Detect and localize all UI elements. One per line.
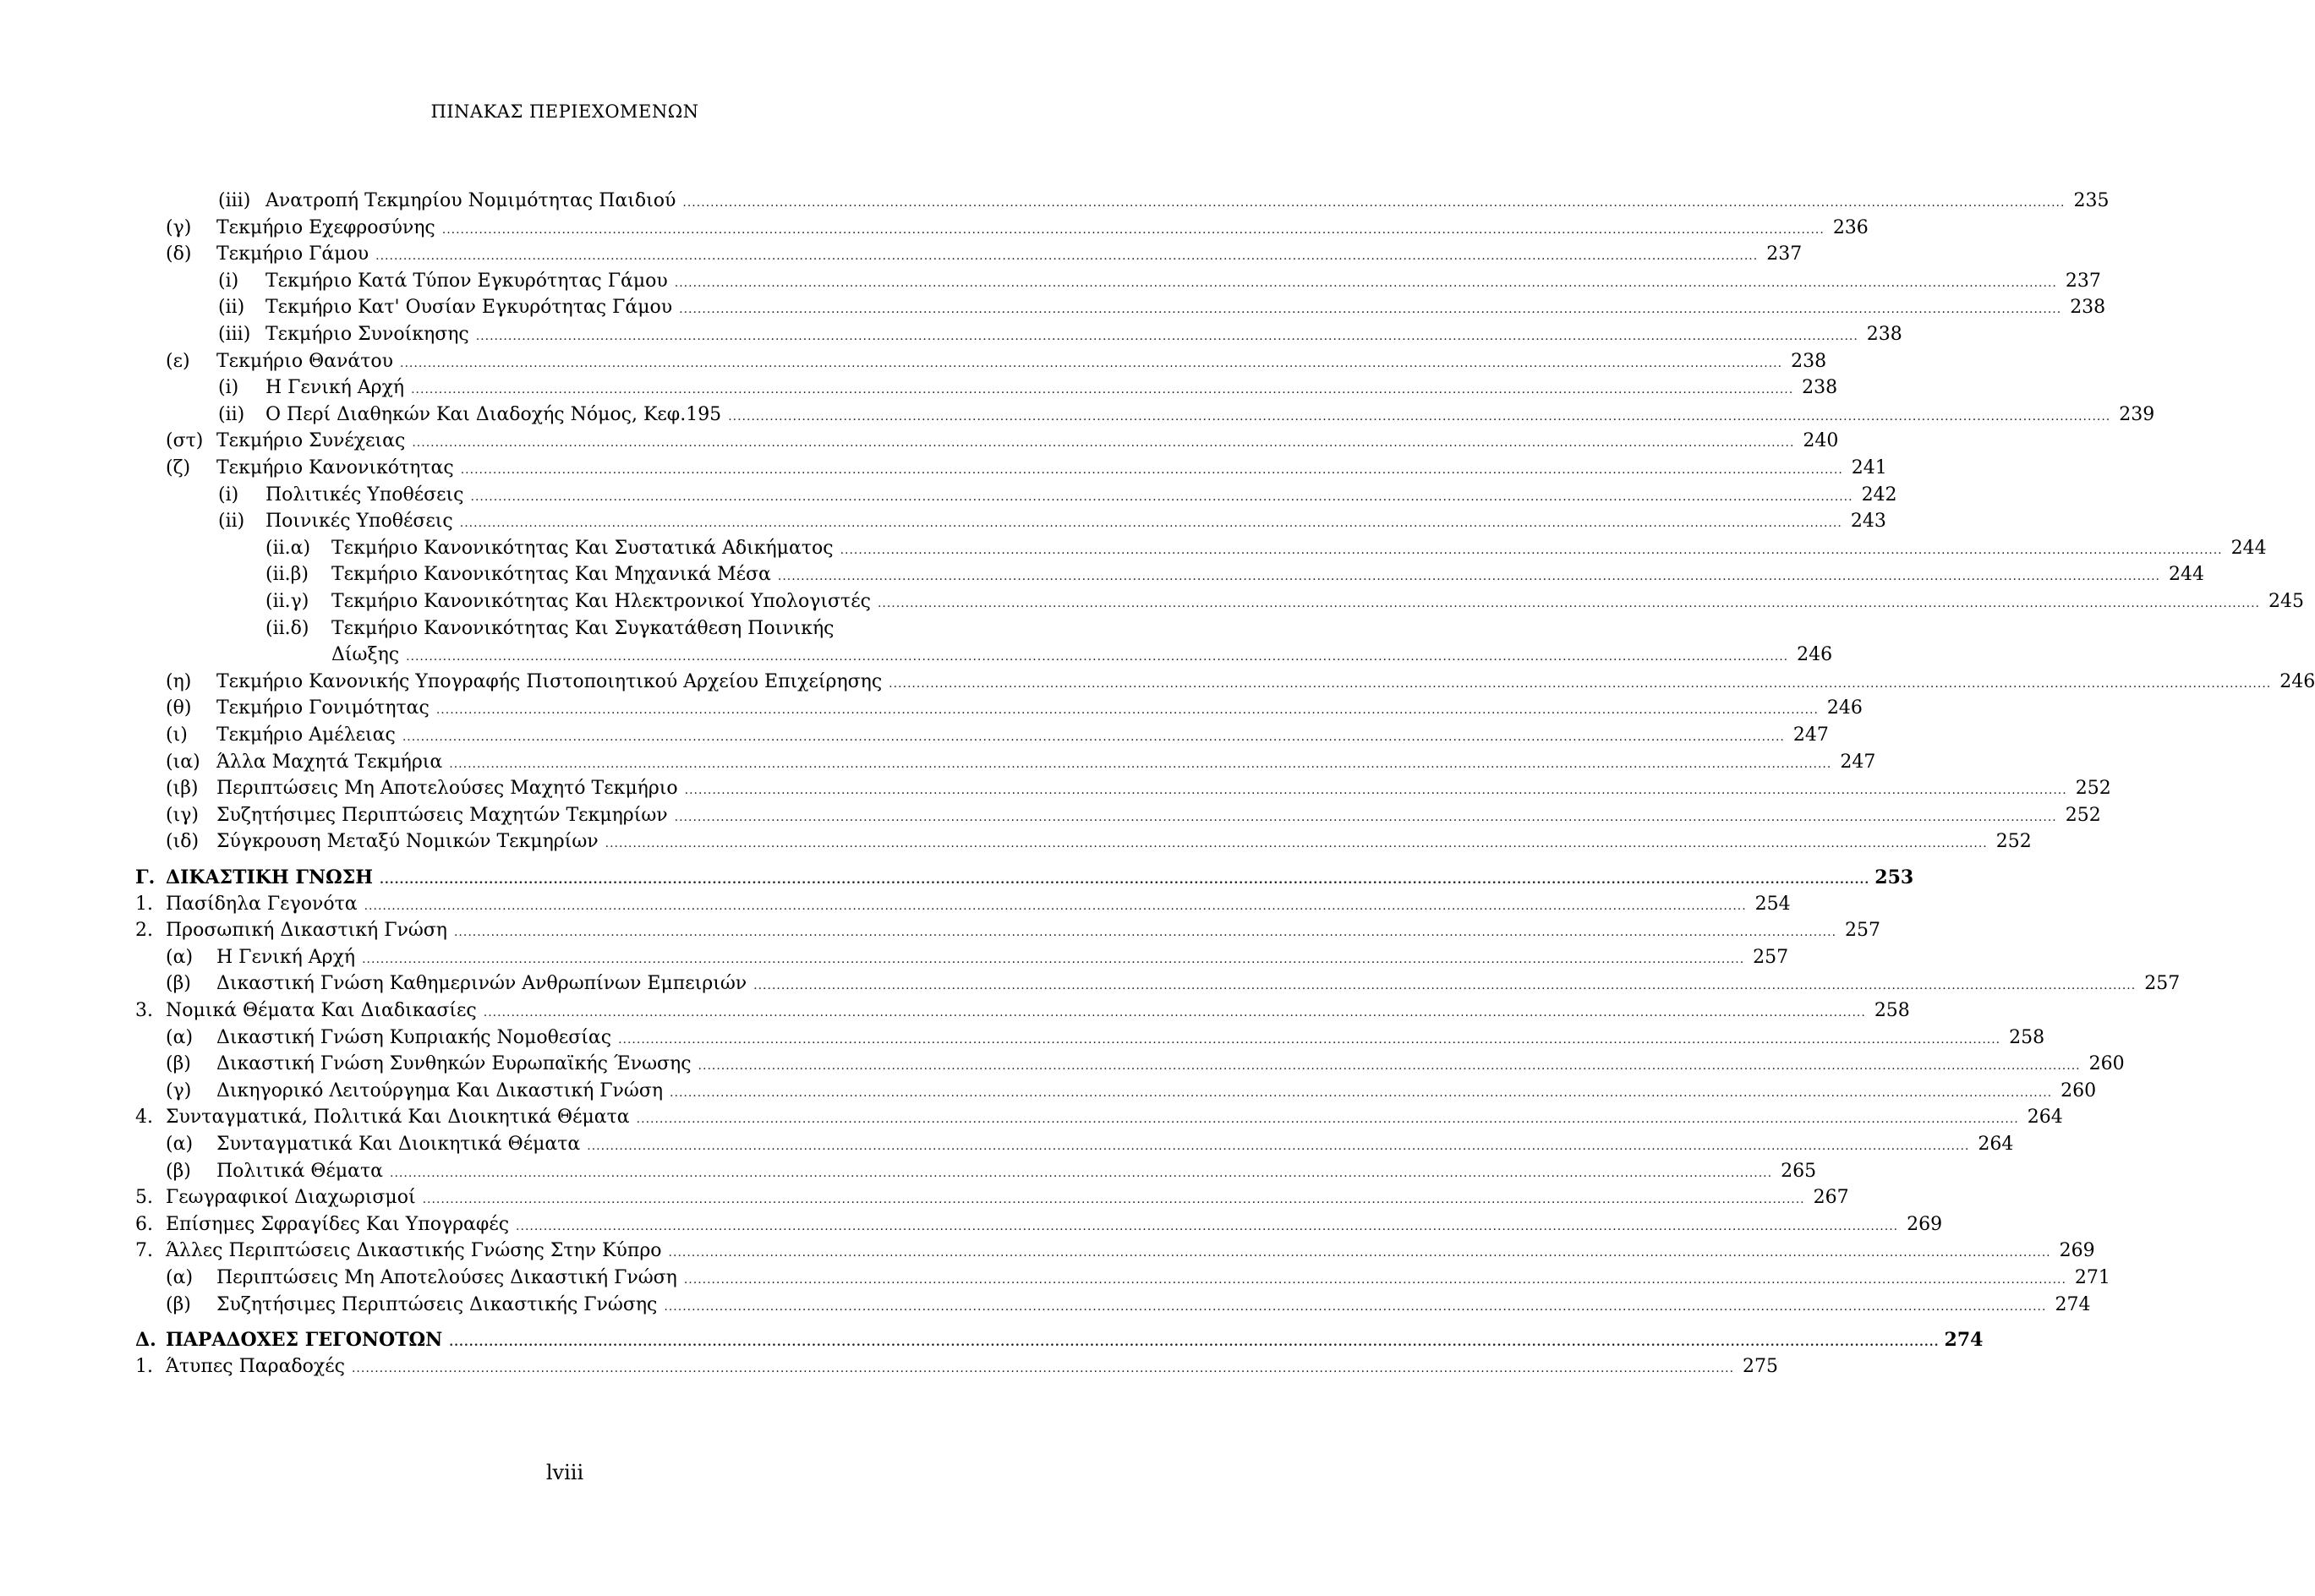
toc-label: (ιδ): [166, 831, 200, 853]
toc-title: Τεκμήριο Κανονικότητας Και Μηχανικά Μέσα: [331, 564, 771, 586]
toc-label: (ι): [166, 724, 188, 746]
toc-title: Επίσημες Σφραγίδες Και Υπογραφές: [166, 1213, 510, 1235]
toc-row: [0, 588, 2305, 615]
toc-row: [0, 268, 2101, 295]
toc-label: (ii): [218, 511, 245, 533]
toc-label: (ii.δ): [265, 617, 309, 639]
toc-title: Η Γενική Αρχή: [216, 946, 356, 968]
toc-row: [0, 775, 2111, 802]
toc-title: Συνταγματικά, Πολιτικά Και Διοικητικά Θέματα: [166, 1107, 630, 1129]
toc-row: [0, 1158, 1817, 1185]
toc-section-row: [0, 1326, 1984, 1353]
toc-leader-dots: ............................................................................................................................................................................................................................................................................................................: [664, 1299, 2047, 1314]
toc-page-number: 257: [1845, 920, 1881, 942]
toc-label: (iii): [218, 190, 251, 211]
toc-page-number: 264: [1978, 1134, 2014, 1155]
toc-title: Τεκμήριο Συνοίκησης: [265, 324, 469, 345]
toc-title: Άλλα Μαχητά Τεκμήρια: [216, 751, 443, 773]
toc-row: [0, 402, 2155, 429]
toc-page-number: 274: [1944, 1329, 1984, 1352]
toc-page-number: 235: [2073, 190, 2110, 211]
toc-row: [0, 970, 2181, 998]
toc-leader-dots: ............................................................................................................................................................................................................................................................................................................: [406, 650, 1789, 664]
page-header: ΠΙΝΑΚΑΣ ΠΕΡΙΕΧΟΜΕΝΩΝ: [430, 101, 699, 122]
toc-page-number: 247: [1792, 724, 1829, 746]
toc-row: [0, 722, 1829, 749]
toc-label: (ιβ): [166, 778, 199, 800]
page-number: lviii: [545, 1461, 584, 1484]
toc-leader-dots: ............................................................................................................................................................................................................................................................................................................: [351, 1361, 1735, 1375]
toc-row: [0, 348, 1827, 375]
toc-title: Σύγκρουση Μεταξύ Νομικών Τεκμηρίων: [216, 831, 599, 853]
toc-title: Τεκμήριο Κατά Τύπον Εγκυρότητας Γάμου: [265, 270, 668, 292]
toc-leader-dots: ............................................................................................................................................................................................................................................................................................................: [840, 543, 2223, 557]
toc-page-number: 252: [2065, 804, 2101, 826]
toc-leader-dots: ............................................................................................................................................................................................................................................................................................................: [674, 276, 2057, 290]
toc-row: [0, 917, 1881, 944]
toc-page-number: 238: [1791, 350, 1827, 372]
toc-leader-dots: ............................................................................................................................................................................................................................................................................................................: [753, 979, 2137, 993]
toc-page-number: 246: [2279, 670, 2315, 692]
toc-page-number: 242: [1861, 484, 1897, 506]
toc-label: (α): [166, 1267, 194, 1288]
toc-page-number: 237: [2065, 270, 2101, 292]
toc-row: [0, 749, 1876, 776]
toc-row: [0, 1211, 1943, 1238]
toc-page-number: 236: [1832, 216, 1869, 238]
toc-label: (ii): [218, 297, 245, 319]
toc-row: [0, 1051, 2125, 1078]
toc-leader-dots: ............................................................................................................................................................................................................................................................................................................: [362, 952, 1745, 966]
toc-label: 3.: [135, 1000, 153, 1021]
toc-leader-dots: ............................................................................................................................................................................................................................................................................................................: [670, 1085, 2053, 1100]
toc-label: (iii): [218, 324, 251, 345]
toc-title: Συζητήσιμες Περιπτώσεις Δικαστικής Γνώσης: [216, 1293, 658, 1315]
toc-page-number: 240: [1803, 430, 1839, 452]
toc-page-number: 275: [1743, 1355, 1779, 1377]
toc-leader-dots: ............................................................................................................................................................................................................................................................................................................: [422, 1193, 1805, 1207]
toc-title: Τεκμήριο Συνέχειας: [216, 430, 406, 452]
toc-page-number: 260: [2061, 1079, 2097, 1101]
toc-leader-dots: ............................................................................................................................................................................................................................................................................................................: [777, 570, 2160, 584]
toc-title: Δίωξης: [331, 644, 400, 666]
toc-title: Προσωπική Δικαστική Γνώση: [166, 920, 447, 942]
toc-label: (β): [166, 973, 191, 995]
toc-leader-dots: ............................................................................................................................................................................................................................................................................................................: [516, 1219, 1899, 1233]
toc-leader-dots: ............................................................................................................................................................................................................................................................................................................: [400, 356, 1783, 370]
toc-title: Δικαστική Γνώση Καθημερινών Ανθρωπίνων Εμπειριών: [216, 973, 747, 995]
toc-row: [0, 669, 2315, 696]
toc-row: [0, 374, 1838, 402]
toc-page-number: 265: [1781, 1160, 1817, 1182]
toc-leader-dots: ............................................................................................................................................................................................................................................................................................................: [605, 837, 1988, 851]
toc-page-number: 238: [1802, 377, 1838, 399]
toc-title: Δικηγορικό Λειτούργημα Και Δικαστική Γνώση: [216, 1079, 664, 1101]
toc-label: 7.: [135, 1240, 153, 1262]
toc-title: Περιπτώσεις Μη Αποτελούσες Δικαστική Γνώση: [216, 1267, 677, 1288]
toc-title: Τεκμήριο Κανονικότητας Και Ηλεκτρονικοί Υπολογιστές: [331, 591, 871, 612]
toc-page-number: 274: [2055, 1293, 2091, 1315]
toc-row: [0, 891, 1791, 918]
toc-label: (ια): [166, 751, 200, 773]
toc-title: Νομικά Θέματα Και Διαδικασίες: [166, 1000, 477, 1021]
toc-row: [0, 828, 2032, 855]
toc-title: Ανατροπή Τεκμηρίου Νομιμότητας Παιδιού: [265, 190, 676, 211]
toc-page-number: 245: [2268, 591, 2305, 612]
toc-leader-dots: ............................................................................................................................................................................................................................................................................................................: [380, 873, 1870, 887]
toc-title: Συνταγματικά Και Διοικητικά Θέματα: [216, 1134, 581, 1155]
toc-label: (ii.β): [265, 564, 309, 586]
toc-leader-dots: ............................................................................................................................................................................................................................................................................................................: [668, 1246, 2051, 1260]
toc-title: Περιπτώσεις Μη Αποτελούσες Μαχητό Τεκμήριο: [216, 778, 678, 800]
toc-title: Ο Περί Διαθηκών Και Διαδοχής Νόμος, Κεφ.195: [265, 403, 722, 425]
toc-leader-dots: ............................................................................................................................................................................................................................................................................................................: [412, 436, 1795, 451]
toc-leader-dots: ............................................................................................................................................................................................................................................................................................................: [390, 1166, 1773, 1180]
toc-leader-dots: ............................................................................................................................................................................................................................................................................................................: [683, 1273, 2066, 1287]
toc-leader-dots: ............................................................................................................................................................................................................................................................................................................: [674, 810, 2057, 824]
toc-row: [0, 535, 2267, 562]
toc-leader-dots: ............................................................................................................................................................................................................................................................................................................: [460, 463, 1843, 477]
toc-label: (β): [166, 1053, 191, 1075]
toc-label: (α): [166, 946, 194, 968]
toc-title: Γεωγραφικοί Διαχωρισμοί: [166, 1187, 416, 1209]
toc-row: [0, 482, 1897, 509]
toc-label: (ii.α): [265, 537, 311, 559]
toc-page-number: 271: [2074, 1267, 2110, 1288]
toc-leader-dots: ............................................................................................................................................................................................................................................................................................................: [679, 303, 2062, 317]
toc-title: ΔΙΚΑΣΤΙΚΗ ΓΝΩΣΗ: [166, 866, 373, 888]
toc-title: Τεκμήριο Κανονικότητας: [216, 457, 454, 478]
toc-title: Τεκμήριο Κανονικότητας Και Συστατικά Αδικήματος: [331, 537, 834, 559]
toc-page-number: 238: [2070, 297, 2106, 319]
toc-title: ΠΑΡΑΔΟΧΕΣ ΓΕΓΟΝΟΤΩΝ: [166, 1329, 443, 1352]
toc-title: Η Γενική Αρχή: [265, 377, 405, 399]
toc-leader-dots: ............................................................................................................................................................................................................................................................................................................: [684, 784, 2067, 798]
toc-label: (α): [166, 1134, 194, 1155]
toc-leader-dots: ............................................................................................................................................................................................................................................................................................................: [877, 597, 2261, 610]
toc-title: Δικαστική Γνώση Κυπριακής Νομοθεσίας: [216, 1026, 612, 1048]
toc-row: [0, 642, 1833, 669]
toc-label: (θ): [166, 697, 192, 719]
toc-leader-dots: ............................................................................................................................................................................................................................................................................................................: [364, 899, 1747, 913]
toc-title: Ποινικές Υποθέσεις: [265, 511, 453, 533]
toc-title: Τεκμήριο Κανονικότητας Και Συγκατάθεση Ποινικής: [331, 617, 835, 639]
toc-page-number: 264: [2027, 1107, 2063, 1129]
toc-title: Τεκμήριο Κανονικής Υπογραφής Πιστοποιητικού Αρχείου Επιχείρησης: [216, 670, 883, 692]
toc-row: [0, 215, 1869, 242]
toc-leader-dots: ............................................................................................................................................................................................................................................................................................................: [475, 330, 1858, 343]
toc-leader-dots: ............................................................................................................................................................................................................................................................................................................: [435, 703, 1819, 718]
toc-title: Δικαστική Γνώση Συνθηκών Ευρωπαϊκής Ένωσης: [216, 1053, 692, 1075]
toc-page-number: 254: [1754, 893, 1791, 915]
toc-label: (i): [218, 270, 239, 292]
toc-leader-dots: ............................................................................................................................................................................................................................................................................................................: [402, 730, 1785, 744]
toc-title: Πασίδηλα Γεγονότα: [166, 893, 358, 915]
toc-row: [0, 188, 2110, 215]
toc-row: [0, 1292, 2091, 1319]
toc-row: [0, 561, 2204, 588]
toc-label: (β): [166, 1160, 191, 1182]
toc-page-number: 244: [2168, 564, 2204, 586]
toc-row: [0, 802, 2101, 829]
toc-row: [0, 294, 2106, 321]
toc-label: 6.: [135, 1213, 153, 1235]
toc-title: Πολιτικές Υποθέσεις: [265, 484, 464, 506]
toc-label: (α): [166, 1026, 194, 1048]
toc-label: 4.: [135, 1107, 153, 1129]
toc-row: [0, 455, 1887, 482]
toc-leader-dots: ............................................................................................................................................................................................................................................................................................................: [618, 1032, 2001, 1047]
toc-page-number: 237: [1766, 243, 1803, 265]
toc-leader-dots: ............................................................................................................................................................................................................................................................................................................: [459, 517, 1842, 531]
toc-page-number: 257: [2144, 973, 2181, 995]
toc-page-number: 246: [1826, 697, 1863, 719]
toc-page-number: 241: [1851, 457, 1887, 478]
toc-label: (ζ): [166, 457, 191, 478]
toc-label: 5.: [135, 1187, 153, 1209]
toc-row: [0, 615, 1130, 642]
toc-row: [0, 241, 1803, 268]
toc-leader-dots: ............................................................................................................................................................................................................................................................................................................: [483, 1006, 1866, 1019]
toc-label: (ii.γ): [265, 591, 309, 612]
toc-page-number: 258: [2009, 1026, 2045, 1048]
toc-leader-dots: ............................................................................................................................................................................................................................................................................................................: [587, 1140, 1970, 1153]
toc-row: [0, 695, 1863, 722]
toc-title: Πολιτικά Θέματα: [216, 1160, 384, 1182]
toc-leader-dots: ............................................................................................................................................................................................................................................................................................................: [889, 676, 2272, 691]
toc-label: (η): [166, 670, 192, 692]
toc-label: (γ): [166, 216, 192, 238]
toc-row: [0, 1238, 2095, 1265]
toc-leader-dots: ............................................................................................................................................................................................................................................................................................................: [728, 409, 2111, 424]
toc-leader-dots: ............................................................................................................................................................................................................................................................................................................: [411, 383, 1794, 397]
toc-label: 1.: [135, 893, 153, 915]
toc-leader-dots: ............................................................................................................................................................................................................................................................................................................: [375, 249, 1759, 264]
toc-label: (i): [218, 484, 239, 506]
toc-page-number: 253: [1874, 866, 1914, 888]
toc-row: [0, 1025, 2045, 1052]
toc-title: Συζητήσιμες Περιπτώσεις Μαχητών Τεκμηρίων: [216, 804, 668, 826]
toc-page-number: 252: [2075, 778, 2111, 800]
toc-label: Γ.: [135, 866, 156, 888]
toc-page-number: 267: [1813, 1187, 1849, 1209]
toc-row: [0, 508, 1886, 535]
toc-leader-dots: ............................................................................................................................................................................................................................................................................................................: [682, 196, 2066, 210]
toc-title: Άτυπες Παραδοχές: [166, 1355, 345, 1377]
toc-title: Τεκμήριο Θανάτου: [216, 350, 394, 372]
toc-row: [0, 1353, 1779, 1380]
toc-page-number: 246: [1797, 644, 1833, 666]
toc-label: 2.: [135, 920, 153, 942]
toc-label: (ε): [166, 350, 190, 372]
toc-page-number: 260: [2088, 1053, 2125, 1075]
toc-page-number: 244: [2230, 537, 2267, 559]
toc-row: [0, 1131, 2014, 1158]
toc-row: [0, 1265, 2110, 1292]
toc-page-number: 257: [1753, 946, 1789, 968]
toc-page-number: 239: [2119, 403, 2155, 425]
toc-page-number: 252: [1995, 831, 2032, 853]
toc-page-number: 238: [1866, 324, 1902, 345]
toc-leader-dots: ............................................................................................................................................................................................................................................................................................................: [470, 489, 1853, 504]
toc-title: Τεκμήριο Γάμου: [216, 243, 369, 265]
toc-label: (δ): [166, 243, 192, 265]
toc-title: Τεκμήριο Εχεφροσύνης: [216, 216, 435, 238]
toc-label: (γ): [166, 1079, 192, 1101]
toc-title: Τεκμήριο Κατ' Ουσίαν Εγκυρότητας Γάμου: [265, 297, 673, 319]
toc-page-number: 269: [2059, 1240, 2095, 1262]
toc-leader-dots: ............................................................................................................................................................................................................................................................................................................: [449, 757, 1832, 771]
toc-page-number: 269: [1907, 1213, 1943, 1235]
toc-page-number: 243: [1850, 511, 1886, 533]
toc-row: [0, 321, 1902, 348]
toc-title: Άλλες Περιπτώσεις Δικαστικής Γνώσης Στην Κύπρο: [166, 1240, 662, 1262]
toc-label: (i): [218, 377, 239, 399]
toc-row: [0, 944, 1789, 971]
toc-title: Τεκμήριο Αμέλειας: [216, 724, 396, 746]
toc-label: 1.: [135, 1355, 153, 1377]
toc-leader-dots: ............................................................................................................................................................................................................................................................................................................: [449, 1336, 1940, 1350]
toc-page-number: 258: [1874, 1000, 1910, 1021]
toc-label: (στ): [166, 430, 204, 452]
toc-leader-dots: ............................................................................................................................................................................................................................................................................................................: [453, 926, 1837, 940]
toc-row: [0, 1184, 1849, 1211]
toc-label: (β): [166, 1293, 191, 1315]
toc-label: (ii): [218, 403, 245, 425]
toc-label: (ιγ): [166, 804, 199, 826]
toc-row: [0, 1104, 2063, 1131]
toc-row: [0, 1078, 2097, 1105]
toc-leader-dots: ............................................................................................................................................................................................................................................................................................................: [698, 1059, 2081, 1074]
toc-row: [0, 998, 1910, 1025]
toc-label: Δ.: [135, 1329, 156, 1352]
toc-leader-dots: ............................................................................................................................................................................................................................................................................................................: [636, 1112, 2019, 1127]
toc-section-row: [0, 864, 1914, 891]
toc-leader-dots: ............................................................................................................................................................................................................................................................................................................: [441, 222, 1825, 237]
toc-row: [0, 428, 1839, 455]
toc-page-number: 247: [1840, 751, 1876, 773]
toc-title: Τεκμήριο Γονιμότητας: [216, 697, 430, 719]
